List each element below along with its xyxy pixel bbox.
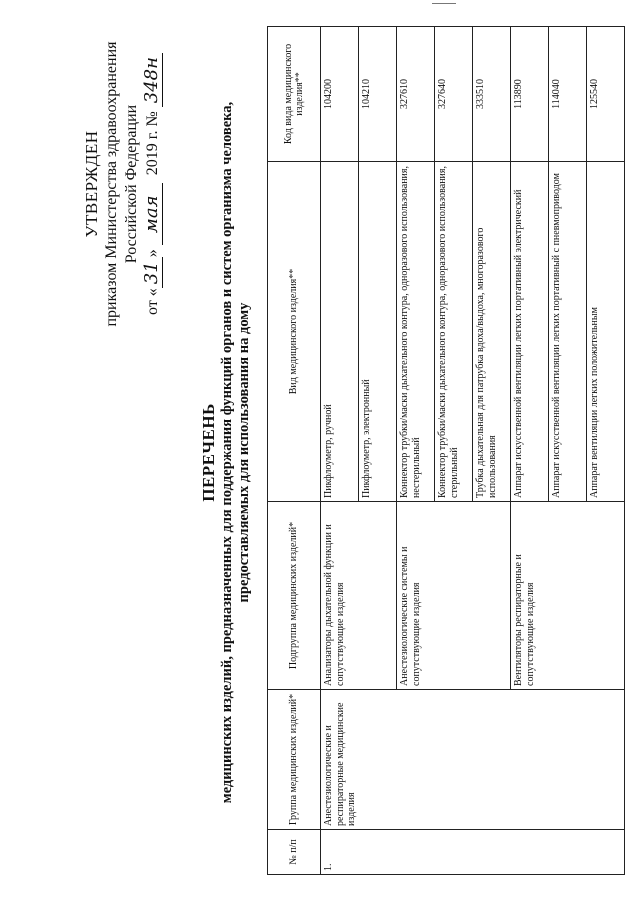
approval-stamp-block xyxy=(82,34,163,334)
subgroup-cell: Анализаторы дыхательной функции и сопутствующие изделия xyxy=(321,502,397,690)
code-cell: 114040 xyxy=(549,27,587,162)
subgroup-cell: Анестезиологические системы и сопутствующие изделия xyxy=(397,502,511,690)
group-cell: Анестезиологические и респираторные медицинские изделия xyxy=(321,690,625,830)
kind-cell: Аппарат вентиляции легких положительным xyxy=(587,162,625,502)
col-header-num: № п/п xyxy=(268,830,321,875)
medical-devices-table xyxy=(267,26,625,875)
kind-cell: Трубка дыхательная для патрубка вдоха/выдоха, многоразового использования xyxy=(473,162,511,502)
code-cell: 333510 xyxy=(473,27,511,162)
col-header-kind: Вид медицинского изделия** xyxy=(268,162,321,502)
code-cell: 113890 xyxy=(511,27,549,162)
approval-line-1: приказом Министерства здравоохранения xyxy=(103,41,120,327)
code-cell: 125540 xyxy=(587,27,625,162)
kind-cell: Коннектор трубки/маски дыхательного контура, одноразового использования, нестерильный xyxy=(397,162,435,502)
subgroup-cell: Вентиляторы респираторные и сопутствующие изделия xyxy=(511,502,625,690)
code-cell: 104200 xyxy=(321,27,359,162)
col-header-group: Группа медицинских изделий* xyxy=(268,690,321,830)
document-subtitle-line-1: медицинских изделий, предназначенных для поддержания функций органов и систем организма человека, xyxy=(219,101,235,804)
approval-line-2: Российской Федерации xyxy=(123,104,140,264)
approval-title: УТВЕРЖДЕН xyxy=(82,130,101,238)
code-cell: 327640 xyxy=(435,27,473,162)
table-header-row xyxy=(268,27,321,875)
kind-cell: Коннектор трубки/маски дыхательного контура, одноразового использования, стерильный xyxy=(435,162,473,502)
date-mid: » xyxy=(144,249,161,258)
document-title-block xyxy=(200,0,253,905)
code-cell: 104210 xyxy=(359,27,397,162)
date-prefix: от « xyxy=(144,288,161,315)
table-row xyxy=(321,27,359,875)
col-header-subgroup: Подгруппа медицинских изделий* xyxy=(268,502,321,690)
document-title: ПЕРЕЧЕНЬ xyxy=(199,403,218,502)
col-header-code: Код вида медицинского изделия** xyxy=(268,27,321,162)
kind-cell: Пикфлоуметр, электронный xyxy=(359,162,397,502)
document-subtitle-line-2: предоставляемых для использования на дому xyxy=(236,302,252,603)
handwritten-day: 31 xyxy=(142,257,163,288)
date-year: 2019 г. № xyxy=(144,111,161,176)
kind-cell: Аппарат искусственной вентиляции легких портативный электрический xyxy=(511,162,549,502)
kind-cell: Аппарат искусственной вентиляции легких портативный с пневмоприводом xyxy=(549,162,587,502)
row-number: 1. xyxy=(321,830,625,875)
approval-date-line xyxy=(142,34,163,334)
handwritten-order-number: 348н xyxy=(142,53,163,107)
handwritten-month: мая xyxy=(142,183,163,245)
kind-cell: Пикфлоуметр, ручной xyxy=(321,162,359,502)
code-cell: 327610 xyxy=(397,27,435,162)
